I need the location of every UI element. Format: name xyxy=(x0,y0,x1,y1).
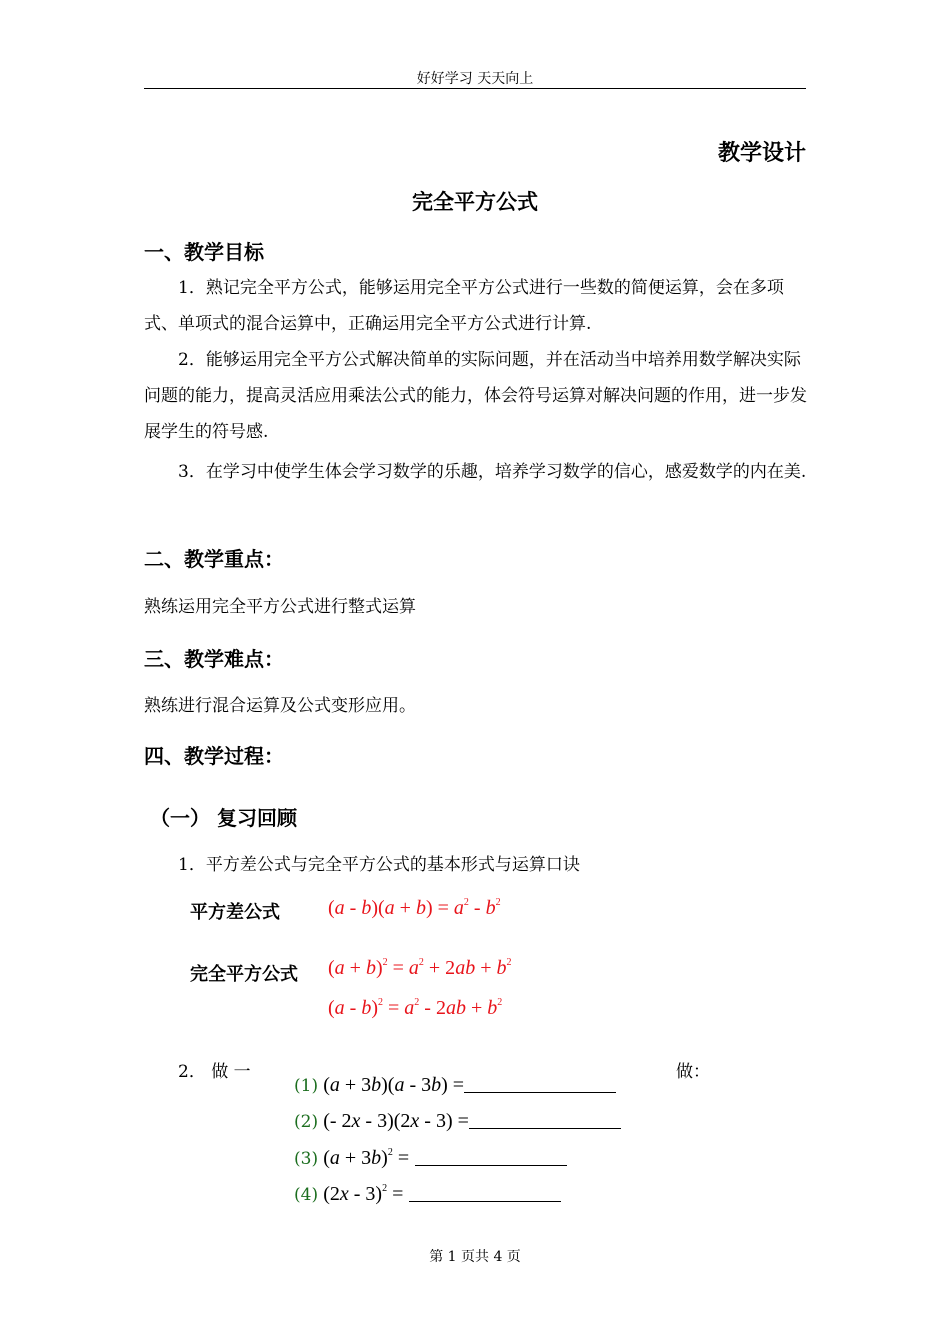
goal-paragraph: 1．熟记完全平方公式，能够运用完全平方公式进行一些数的简便运算，会在多项式、单项式的混合运算中，正确运用完全平方公式进行计算. xyxy=(144,278,784,334)
section-heading-key-points: 二、教学重点： xyxy=(144,547,284,571)
exercise-item xyxy=(294,1110,621,1133)
exercise-item xyxy=(294,1147,567,1170)
page-header: 好好学习 天天向上 xyxy=(416,71,534,87)
goal-paragraph: 3．在学习中使学生体会学习数学的乐趣，培养学习数学的信心，感爱数学的内在美. xyxy=(178,462,807,482)
exercise-item xyxy=(294,1183,561,1206)
section-heading-difficulties: 三、教学难点： xyxy=(144,647,284,671)
goal-paragraph: 2．能够运用完全平方公式解决简单的实际问题，并在活动当中培养用数学解决实际问题的能力，提高灵活应用乘法公式的能力，体会符号运算对解决问题的作用，进一步发展学生的符号感. xyxy=(144,350,807,442)
answer-blank[interactable] xyxy=(409,1183,561,1202)
page-title: 完全平方公式 xyxy=(412,190,538,214)
perfect-square-formula-plus: $(a + b)^2 = a^2 + 2ab + b^2$ xyxy=(328,957,512,979)
section-heading-goals: 一、教学目标 xyxy=(144,240,264,264)
doc-label: 教学设计 xyxy=(717,141,806,166)
review-item-1: 1．平方差公式与完全平方公式的基本形式与运算口诀 xyxy=(178,855,580,875)
key-points-text: 熟练运用完全平方公式进行整式运算 xyxy=(144,597,416,617)
exercise-label: (2) xyxy=(294,1112,319,1132)
review-item-2: 2． 做 一 xyxy=(178,1062,251,1082)
perfect-square-formula-minus: $(a - b)^2 = a^2 - 2ab + b^2$ xyxy=(328,997,503,1019)
perfect-square-label: 完全平方公式 xyxy=(190,964,298,985)
difficulties-text: 熟练进行混合运算及公式变形应用。 xyxy=(144,696,416,716)
header-rule xyxy=(144,88,806,89)
difference-of-squares-label: 平方差公式 xyxy=(190,902,280,923)
exercise-label: (4) xyxy=(294,1185,319,1205)
exercise-expression: (a + 3b)(a - 3b) = xyxy=(323,1074,465,1096)
page-footer: 第 1 页共 4 页 xyxy=(429,1249,521,1265)
answer-blank[interactable] xyxy=(464,1074,616,1093)
exercise-expression: $(a + 3b)^2$ = xyxy=(323,1147,410,1169)
section-heading-process: 四、教学过程： xyxy=(144,744,284,768)
exercise-expression: (- 2x - 3)(2x - 3) = xyxy=(323,1110,469,1132)
exercise-item xyxy=(294,1074,616,1097)
difference-of-squares-formula: $(a - b)(a + b) = a^2 - b^2$ xyxy=(328,897,501,919)
answer-blank[interactable] xyxy=(469,1110,621,1129)
review-heading: （一） 复习回顾 xyxy=(150,806,297,830)
exercise-label: (3) xyxy=(294,1149,319,1169)
exercise-expression: (2x - 3)$^2$ = xyxy=(323,1183,404,1205)
answer-blank[interactable] xyxy=(415,1147,567,1166)
exercise-label: (1) xyxy=(294,1076,319,1096)
review-item-2-suffix: 做： xyxy=(676,1062,710,1082)
